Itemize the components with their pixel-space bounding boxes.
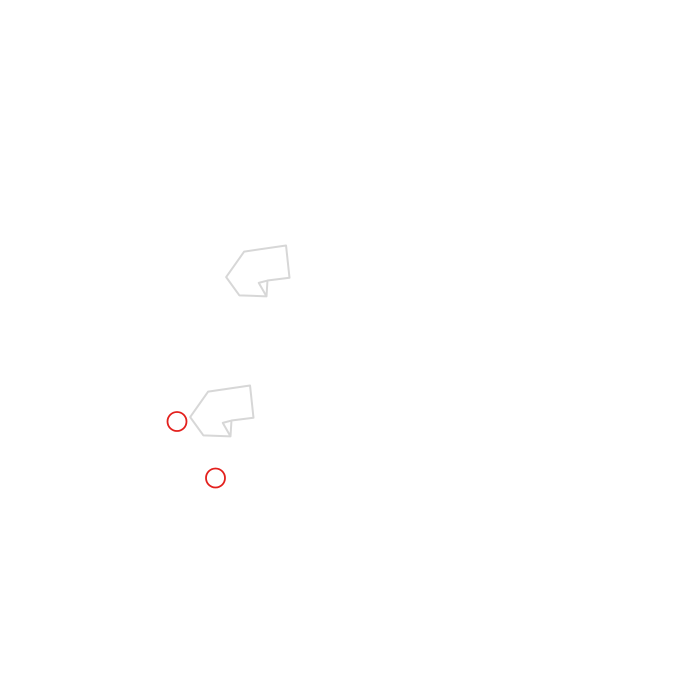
- watermark: [221, 241, 297, 305]
- watermarks: [185, 241, 297, 445]
- marker-a-circle: [168, 412, 187, 431]
- marker-b-circle: [206, 469, 225, 488]
- watermark: [185, 381, 261, 445]
- edge-markers: [168, 412, 226, 488]
- metal-profile-logo-icon: [185, 381, 261, 445]
- metal-profile-logo-icon: [221, 241, 297, 305]
